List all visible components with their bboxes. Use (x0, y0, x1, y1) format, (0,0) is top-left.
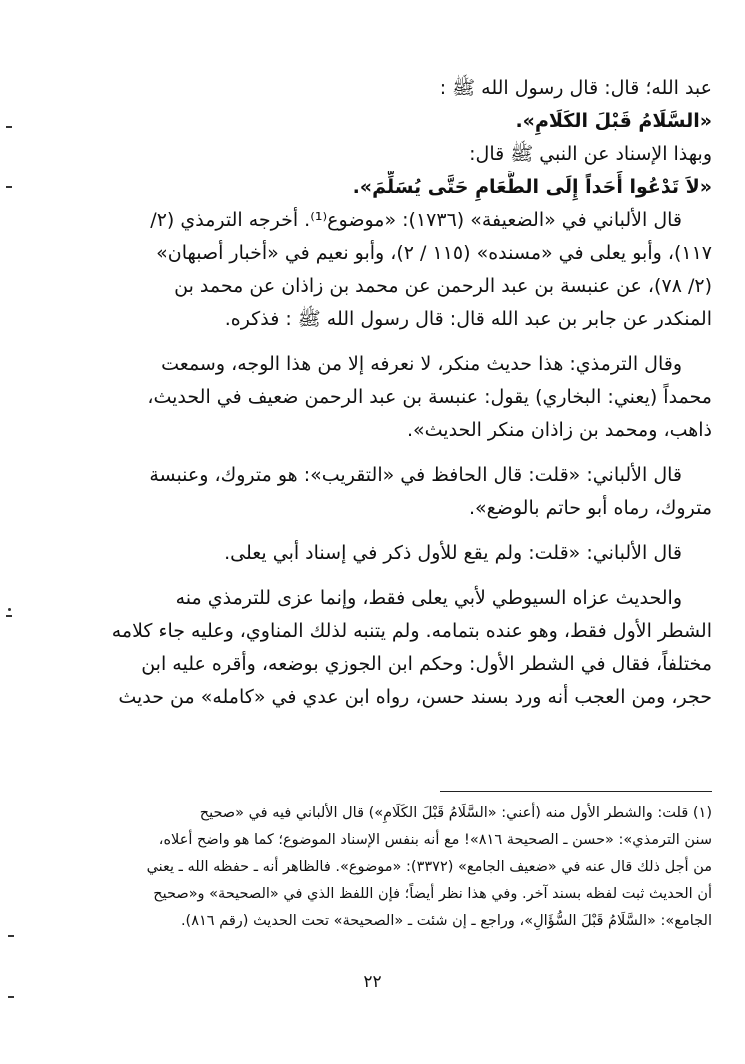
scan-mark (8, 996, 14, 998)
footnote-line: من أجل ذلك قال عنه في «ضعيف الجامع» (٣٣٧٢): «موضوع». فالظاهر أنه ـ حفظه الله ـ يعني (146, 859, 712, 875)
scan-mark (8, 608, 11, 611)
footnote-line: سنن الترمذي»: «حسن ـ الصحيحة ٨١٦»! مع أنه بنفس الإسناد الموضوع؛ كما هو واضح أعلاه، (158, 832, 712, 848)
hadith-text: «لاَ تَدْعُوا أَحَداً إِلَى الطَّعَامِ حَتَّى يُسَلِّمَ». (352, 176, 712, 198)
text-line: قال الألباني: «قلت: قال الحافظ في «التقريب»: هو متروك، وعنبسة (149, 464, 682, 486)
scan-mark (6, 615, 12, 617)
text-line: (٢/ ٧٨)، عن عنبسة بن عبد الرحمن عن محمد بن زاذان عن محمد بن (174, 275, 712, 297)
text-line: محمداً (يعني: البخاري) يقول: عنبسة بن عبد الرحمن ضعيف في الحديث، (147, 386, 712, 408)
text-line: قال الألباني في «الضعيفة» (١٧٣٦): «موضوع⁽¹⁾. أخرجه الترمذي (٢/ (150, 209, 682, 231)
footnote-line: أن الحديث ثبت لفظه بسند آخر. وفي هذا نظر أيضاً؛ فإن اللفظ الذي في «الصحيحة» و«صحيح (153, 886, 712, 902)
hadith-text: «السَّلَامُ قَبْلَ الكَلَامِ». (515, 110, 712, 132)
text-line: مختلفاً، فقال في الشطر الأول: وحكم ابن الجوزي بوضعه، وأقره عليه ابن (141, 653, 712, 675)
text-line: ١١٧)، وأبو يعلى في «مسنده» (١١٥ / ٢)، وأبو نعيم في «أخبار أصبهان» (156, 242, 712, 264)
text-line: عبد الله؛ قال: قال رسول الله ﷺ : (439, 77, 712, 99)
text-line: متروك، رماه أبو حاتم بالوضع». (468, 497, 712, 519)
text-line: قال الألباني: «قلت: ولم يقع للأول ذكر في إسناد أبي يعلى. (224, 542, 682, 564)
page-number: ٢٢ (363, 972, 382, 992)
scan-mark (6, 186, 12, 188)
footnote-separator (440, 791, 712, 792)
text-line: الشطر الأول فقط، وهو عنده بتمامه. ولم يتنبه لذلك المناوي، وعليه جاء كلامه (111, 620, 712, 642)
text-line: وقال الترمذي: هذا حديث منكر، لا نعرفه إلا من هذا الوجه، وسمعت (161, 353, 682, 375)
text-line: ذاهب، ومحمد بن زاذان منكر الحديث». (406, 419, 712, 441)
main-text (92, 72, 712, 714)
footnote (92, 800, 712, 935)
text-line: المنكدر عن جابر بن عبد الله قال: قال رسول الله ﷺ : فذكره. (224, 308, 712, 330)
scan-mark (6, 126, 12, 128)
footnote-line: (١) قلت: والشطر الأول منه (أعني: «السَّلَامُ قَبْلَ الكَلَامِ») قال الألباني فيه في «صحيح (199, 805, 712, 821)
text-line: حجر، ومن العجب أنه ورد بسند حسن، رواه ابن عدي في «كامله» من حديث (118, 686, 712, 708)
text-line: وبهذا الإسناد عن النبي ﷺ قال: (469, 143, 712, 165)
scan-mark (8, 935, 14, 937)
text-line: والحديث عزاه السيوطي لأبي يعلى فقط، وإنما عزى للترمذي منه (175, 587, 682, 609)
footnote-line: الجامع»: «السَّلَامُ قَبْلَ السُّؤَالِ»، وراجع ـ إن شئت ـ «الصحيحة» تحت الحديث (رقم ٨١٦). (180, 913, 712, 929)
